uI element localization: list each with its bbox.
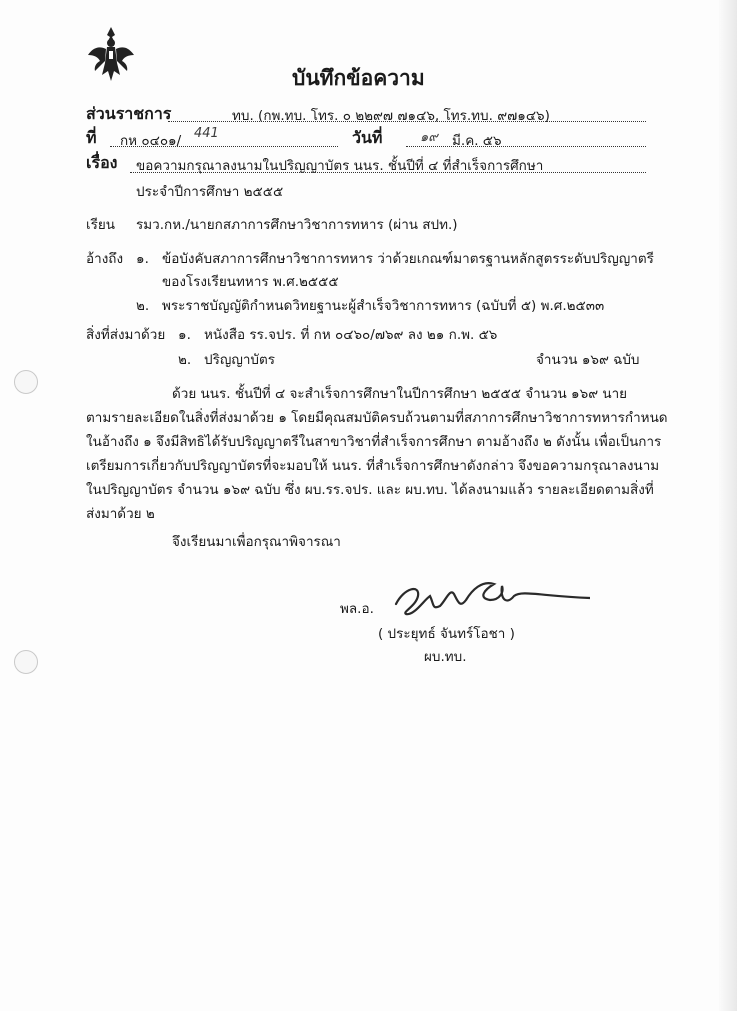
- enclosure-number: ๒.: [178, 352, 192, 368]
- subject-label: เรื่อง: [86, 153, 118, 172]
- refs-label: อ้างถึง: [86, 251, 124, 267]
- enclosure-text: ปริญญาบัตร: [204, 352, 275, 368]
- punch-hole: [14, 650, 38, 674]
- handwritten-signature: [390, 570, 590, 630]
- ref-label: ที่: [86, 128, 97, 147]
- body-line: ด้วย นนร. ชั้นปีที่ ๔ จะสำเร็จการศึกษาในปีการศึกษา ๒๕๕๕ จำนวน ๑๖๙ นาย: [172, 386, 628, 402]
- ref-item-text: ข้อบังคับสภาการศึกษาวิชาการทหาร ว่าด้วยเกณฑ์มาตรฐานหลักสูตรระดับปริญญาตรี: [162, 251, 654, 267]
- ref-value: กห ๐๔๐๑/: [120, 133, 182, 149]
- enclosure-number: ๑.: [178, 327, 191, 343]
- ref-handwritten-number: 441: [194, 126, 219, 141]
- subject-line: ประจำปีการศึกษา ๒๕๕๕: [136, 184, 284, 200]
- body-line: ตามรายละเอียดในสิ่งที่ส่งมาด้วย ๑ โดยมีคุณสมบัติครบถ้วนตามที่สภาการศึกษาวิชาการทหารกำหนด: [86, 410, 668, 426]
- body-line: ส่งมาด้วย ๒: [86, 506, 155, 522]
- ref-item-text: ของโรงเรียนทหาร พ.ศ.๒๕๕๕: [162, 274, 339, 290]
- page-edge: [719, 0, 737, 1011]
- body-line: เตรียมการเกี่ยวกับปริญญาบัตรที่จะมอบให้ นนร. ที่สำเร็จการศึกษาดังกล่าว จึงขอความกรุณาลงนาม: [86, 458, 660, 474]
- to-label: เรียน: [86, 217, 116, 233]
- agency-value: ทบ. (กพ.ทบ. โทร. ๐ ๒๒๙๗ ๗๑๔๖, โทร.ทบ. ๙๗๑๔๖): [232, 108, 550, 124]
- date-label: วันที่: [352, 128, 383, 147]
- ref-item-number: ๒.: [136, 298, 150, 314]
- enclosures-label: สิ่งที่ส่งมาด้วย: [86, 327, 166, 343]
- page-title: บันทึกข้อความ: [292, 66, 425, 90]
- ref-item-text: พระราชบัญญัติกำหนดวิทยฐานะผู้สำเร็จวิชาการทหาร (ฉบับที่ ๕) พ.ศ.๒๕๓๓: [162, 298, 605, 314]
- signer-rank: พล.อ.: [340, 601, 374, 617]
- garuda-emblem-icon: [86, 25, 136, 83]
- signer-position: ผบ.ทบ.: [424, 649, 467, 665]
- ref-item-number: ๑.: [136, 251, 149, 267]
- signer-name: ( ประยุทธ์ จันทร์โอชา ): [378, 626, 515, 642]
- closing-text: จึงเรียนมาเพื่อกรุณาพิจารณา: [172, 534, 341, 550]
- body-line: ในอ้างถึง ๑ จึงมีสิทธิได้รับปริญญาตรีในสาขาวิชาที่สำเร็จการศึกษา ตามอ้างถึง ๒ ดังนั้น เพื่อเป็นการ: [86, 434, 662, 450]
- body-line: ในปริญญาบัตร จำนวน ๑๖๙ ฉบับ ซึ่ง ผบ.รร.จปร. และ ผบ.ทบ. ได้ลงนามแล้ว รายละเอียดตามสิ่งที่: [86, 482, 654, 498]
- punch-hole: [14, 370, 38, 394]
- agency-dotline: [168, 121, 646, 122]
- date-handwritten-day: ๑๙: [420, 130, 438, 145]
- ref-dotline: [110, 146, 338, 147]
- enclosure-quantity: จำนวน ๑๖๙ ฉบับ: [536, 352, 640, 368]
- to-value: รมว.กห./นายกสภาการศึกษาวิชาการทหาร (ผ่าน สปท.): [136, 217, 458, 233]
- date-dotline: [406, 146, 646, 147]
- subject-dotline: [130, 172, 646, 173]
- subject-line: ขอความกรุณาลงนามในปริญญาบัตร นนร. ชั้นปีที่ ๔ ที่สำเร็จการศึกษา: [136, 158, 544, 174]
- date-value: มี.ค. ๕๖: [452, 133, 502, 149]
- enclosure-text: หนังสือ รร.จปร. ที่ กห ๐๔๖๐/๗๖๙ ลง ๒๑ ก.พ. ๕๖: [204, 327, 498, 343]
- agency-label: ส่วนราชการ: [86, 104, 172, 123]
